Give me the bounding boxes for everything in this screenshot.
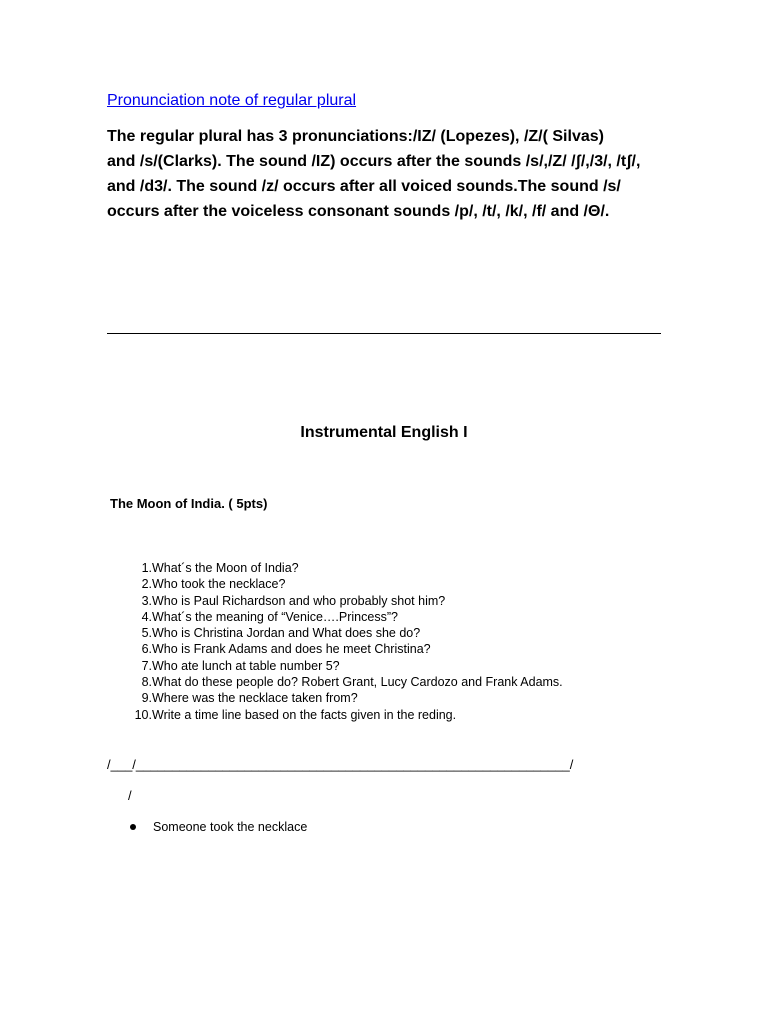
question-number: 9.: [141, 691, 152, 706]
question-item: [122, 576, 563, 592]
question-item: [122, 560, 563, 576]
question-item: [122, 690, 563, 706]
question-text: Write a time line based on the facts given in the reding.: [152, 707, 457, 722]
intro-line-1: The regular plural has 3 pronunciations:/IZ/ (Lopezes), /Z/( Silvas): [107, 128, 604, 145]
pronunciation-note-link[interactable]: Pronunciation note of regular plural: [107, 92, 357, 109]
bullet-icon: [130, 824, 136, 830]
question-number: 7.: [141, 658, 152, 673]
question-item: [122, 609, 563, 625]
question-item: [122, 641, 563, 657]
bullet-list: [128, 820, 307, 834]
question-number: 4.: [141, 609, 152, 624]
section-subheading: The Moon of India. ( 5pts): [110, 496, 268, 511]
question-text: Who is Frank Adams and does he meet Christina?: [152, 642, 431, 657]
question-number: 2.: [141, 577, 152, 592]
intro-line-2: and /s/(Clarks). The sound /IZ) occurs after the sounds /s/,/Z/ /ʃ/,/3/, /tʃ/,: [107, 153, 641, 170]
question-number: 1.: [141, 561, 152, 575]
question-number: 6.: [141, 642, 152, 657]
timeline-line: /___/____________________________________________________________/: [107, 757, 574, 772]
question-text: Where was the necklace taken from?: [152, 691, 358, 706]
bullet-text: Someone took the necklace: [153, 820, 308, 834]
question-text: What do these people do? Robert Grant, Lucy Cardozo and Frank Adams.: [152, 675, 563, 690]
question-number: 3.: [141, 593, 152, 608]
timeline-slash: /: [128, 788, 132, 803]
question-text: Who took the necklace?: [152, 577, 286, 592]
bullet-item: [128, 820, 307, 834]
question-number: 5.: [141, 626, 152, 641]
section-heading: Instrumental English I: [300, 424, 468, 441]
question-number: 8.: [141, 675, 152, 690]
question-text: Who ate lunch at table number 5?: [152, 658, 340, 673]
question-item: [122, 658, 563, 674]
question-text: What´s the meaning of “Venice….Princess”?: [152, 609, 398, 624]
question-item: [122, 707, 563, 723]
intro-paragraph: [107, 124, 667, 224]
question-list: [122, 560, 563, 723]
question-text: Who is Paul Richardson and who probably shot him?: [152, 593, 446, 608]
question-text: Who is Christina Jordan and What does she do?: [152, 626, 421, 641]
intro-line-4: occurs after the voiceless consonant sounds /p/, /t/, /k/, /f/ and /Θ/.: [107, 203, 610, 220]
question-number: 10.: [134, 707, 152, 722]
question-item: [122, 625, 563, 641]
intro-line-3: and /d3/. The sound /z/ occurs after all voiced sounds.The sound /s/: [107, 178, 621, 195]
question-item: [122, 593, 563, 609]
question-item: [122, 674, 563, 690]
question-text: What´s the Moon of India?: [152, 561, 299, 575]
horizontal-rule: [107, 333, 661, 334]
